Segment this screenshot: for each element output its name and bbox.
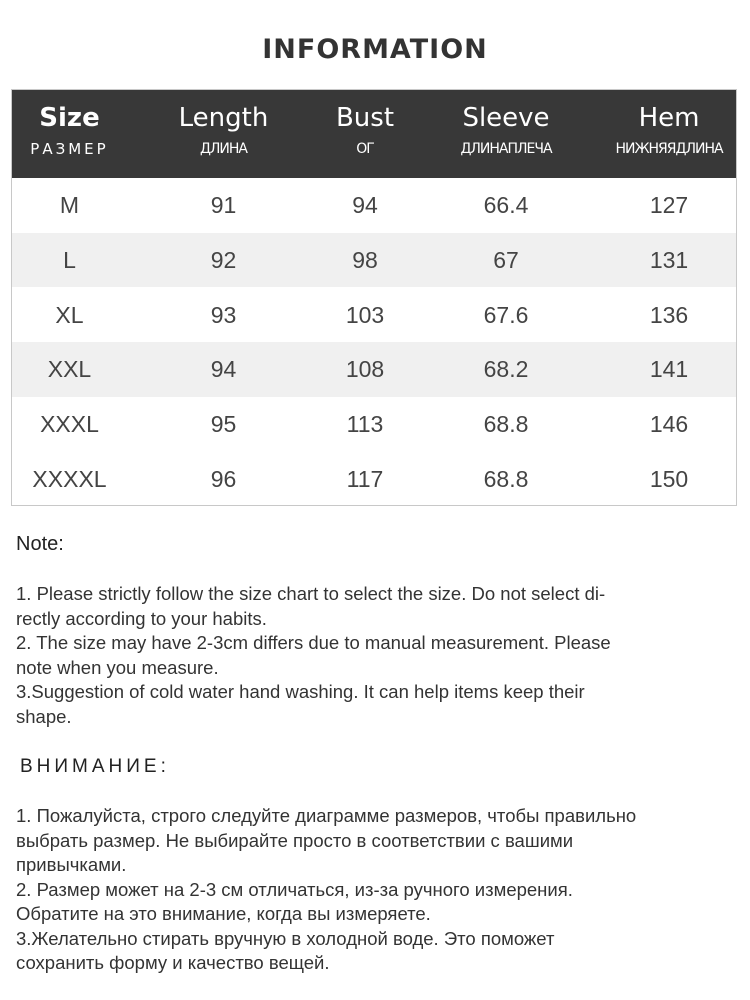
table-header-row <box>12 90 736 178</box>
notes-ru <box>16 804 736 976</box>
note-ru-line: 1. Пожалуйста, строго следуйте диаграмме размеров, чтобы правильно <box>16 805 637 826</box>
cell-length: 93 <box>210 301 237 328</box>
note-ru-line: 3.Желательно стирать вручную в холодной воде. Это поможет <box>16 927 555 949</box>
header-length-en: Length <box>178 103 269 133</box>
header-bust-ru: ОГ <box>356 141 374 157</box>
cell-hem: 136 <box>649 301 689 328</box>
table-row <box>12 178 736 233</box>
header-bust-en: Bust <box>335 103 395 133</box>
cell-length: 92 <box>210 247 237 274</box>
cell-hem: 127 <box>649 192 689 219</box>
header-length-ru: ДЛИНА <box>199 141 248 157</box>
cell-length: 96 <box>210 465 237 492</box>
cell-sleeve: 67.6 <box>483 301 529 328</box>
cell-sleeve: 68.8 <box>483 465 529 492</box>
table-row <box>12 287 736 342</box>
header-size-en: Size <box>39 103 100 133</box>
cell-bust: 108 <box>345 356 385 383</box>
header-size <box>12 90 127 178</box>
header-hem <box>602 90 736 178</box>
header-hem-ru: НИЖНЯЯДЛИНА <box>615 141 723 157</box>
cell-size: XL <box>55 301 84 328</box>
note-ru-line: Обратите на это внимание, когда вы измеряете. <box>16 903 431 924</box>
cell-sleeve: 68.2 <box>483 356 529 383</box>
cell-bust: 94 <box>352 192 378 219</box>
header-bust <box>320 90 410 178</box>
cell-bust: 117 <box>346 465 384 492</box>
header-length <box>127 90 320 178</box>
note-en-line: rectly according to your habits. <box>16 607 267 629</box>
notes-en <box>16 582 736 729</box>
cell-length: 94 <box>210 356 237 383</box>
note-heading-ru: ВНИМАНИЕ: <box>20 756 170 777</box>
cell-bust: 113 <box>346 411 384 438</box>
table-row <box>12 451 736 506</box>
cell-sleeve: 66.4 <box>483 192 529 219</box>
header-hem-en: Hem <box>638 103 700 133</box>
table-row <box>12 397 736 452</box>
note-en-line: 3.Suggestion of cold water hand washing. It can help items keep their <box>16 681 585 702</box>
table-body <box>12 178 736 506</box>
note-ru-line: выбрать размер. Не выбирайте просто в соответствии с вашими <box>16 829 574 851</box>
note-en-line: 2. The size may have 2-3cm differs due to manual measurement. Please <box>16 632 611 653</box>
note-heading-en: Note: <box>16 533 64 555</box>
note-en-line: note when you measure. <box>16 656 219 678</box>
cell-hem: 141 <box>649 356 689 383</box>
cell-size: XXXXL <box>32 465 107 492</box>
note-en-line: 1. Please strictly follow the size chart to select the size. Do not select di- <box>16 583 606 604</box>
header-size-ru: РАЗМЕР <box>30 140 109 158</box>
note-ru-line: сохранить форму и качество вещей. <box>16 952 330 973</box>
cell-hem: 146 <box>649 411 689 438</box>
cell-length: 91 <box>210 192 237 219</box>
cell-hem: 131 <box>649 247 689 274</box>
cell-size: M <box>59 192 80 219</box>
size-chart-table <box>11 89 737 506</box>
table-row <box>12 342 736 397</box>
note-ru-line: привычками. <box>16 854 127 875</box>
header-sleeve <box>410 90 602 178</box>
cell-length: 95 <box>210 411 237 438</box>
note-en-line: shape. <box>16 705 72 727</box>
page-title: INFORMATION <box>262 34 488 65</box>
cell-size: XXL <box>47 356 92 383</box>
cell-hem: 150 <box>649 465 689 492</box>
cell-sleeve: 68.8 <box>483 411 529 438</box>
cell-bust: 98 <box>352 247 378 274</box>
header-sleeve-en: Sleeve <box>462 103 550 133</box>
cell-bust: 103 <box>345 301 385 328</box>
note-ru-line: 2. Размер может на 2-3 см отличаться, из-за ручного измерения. <box>16 878 573 900</box>
cell-sleeve: 67 <box>493 247 519 274</box>
table-row <box>12 233 736 288</box>
cell-size: L <box>63 247 76 274</box>
header-sleeve-ru: ДЛИНАПЛЕЧА <box>460 141 552 157</box>
cell-size: XXXL <box>40 411 99 438</box>
